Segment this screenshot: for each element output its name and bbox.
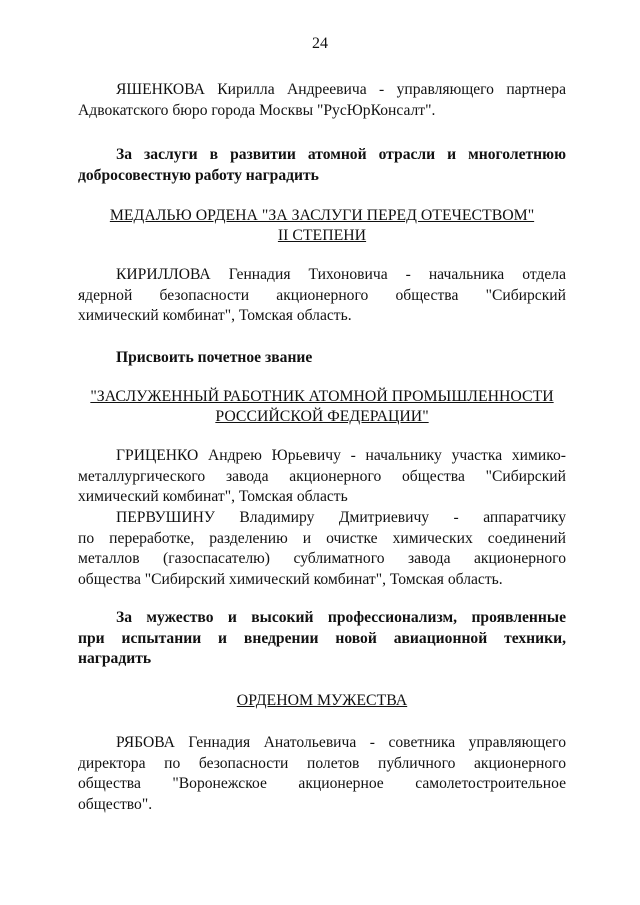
award-entry-ryabov	[78, 733, 566, 815]
title-heading	[78, 387, 566, 427]
award-entry-kirillov	[78, 265, 566, 327]
heading-line: РОССИЙСКОЙ ФЕДЕРАЦИИ"	[215, 408, 429, 425]
text-line: общества "Сибирский химический комбинат", Томская область.	[78, 570, 503, 588]
text-line: ГРИЦЕНКО Андрею Юрьевичу - начальнику участка химико-	[116, 447, 566, 464]
heading-line: МЕДАЛЬЮ ОРДЕНА "ЗА ЗАСЛУГИ ПЕРЕД ОТЕЧЕСТВОМ"	[109, 207, 535, 224]
heading-line: ОРДЕНОМ МУЖЕСТВА	[236, 692, 408, 709]
decree-statement	[78, 348, 566, 369]
award-entry-yashenkov	[78, 80, 566, 121]
text-line: ядерной безопасности акционерного общества "Сибирский	[78, 286, 566, 304]
text-line: металлов (газоспасателю) сублиматного завода акционерного	[78, 550, 566, 568]
heading-line: II СТЕПЕНИ	[277, 227, 367, 244]
text-line: КИРИЛЛОВА Геннадия Тихоновича - начальника отдела	[116, 266, 566, 283]
text-line: металлургического завода акционерного общества "Сибирский	[78, 467, 566, 485]
text-line: при испытании и внедрении новой авиационной техники,	[78, 629, 566, 647]
decree-statement	[78, 608, 566, 670]
text-line: ПЕРВУШИНУ Владимиру Дмитриевичу - аппаратчику	[116, 509, 566, 526]
text-line: общество".	[78, 795, 153, 813]
text-line: общества "Воронежское акционерное самолетостроительное	[78, 775, 566, 793]
text-line: РЯБОВА Геннадия Анатольевича - советника управляющего	[116, 734, 566, 751]
text-line: Присвоить почетное звание	[116, 349, 313, 366]
text-line: химический комбинат", Томская область	[78, 488, 348, 506]
award-entry-pervushin	[78, 508, 566, 590]
text-line: по переработке, разделению и очистке химических соединений	[78, 529, 566, 547]
text-line: наградить	[78, 650, 152, 668]
text-line: Адвокатского бюро города Москвы "РусЮрКонсалт".	[78, 101, 436, 119]
text-line: добросовестную работу наградить	[78, 166, 319, 184]
heading-line: "ЗАСЛУЖЕННЫЙ РАБОТНИК АТОМНОЙ ПРОМЫШЛЕННОСТИ	[90, 388, 554, 405]
award-heading	[78, 206, 566, 246]
text-line: ЯШЕНКОВА Кирилла Андреевича - управляющего партнера	[116, 81, 566, 98]
page-number: 24	[312, 35, 328, 52]
text-line: За мужество и высокий профессионализм, проявленные	[116, 609, 566, 626]
text-line: За заслуги в развитии атомной отрасли и многолетнюю	[116, 146, 566, 163]
text-line: химический комбинат", Томская область.	[78, 307, 352, 325]
award-heading	[78, 691, 566, 711]
award-entry-gritsenko	[78, 446, 566, 508]
decree-statement	[78, 145, 566, 186]
text-line: директора по безопасности полетов публичного акционерного	[78, 754, 566, 772]
